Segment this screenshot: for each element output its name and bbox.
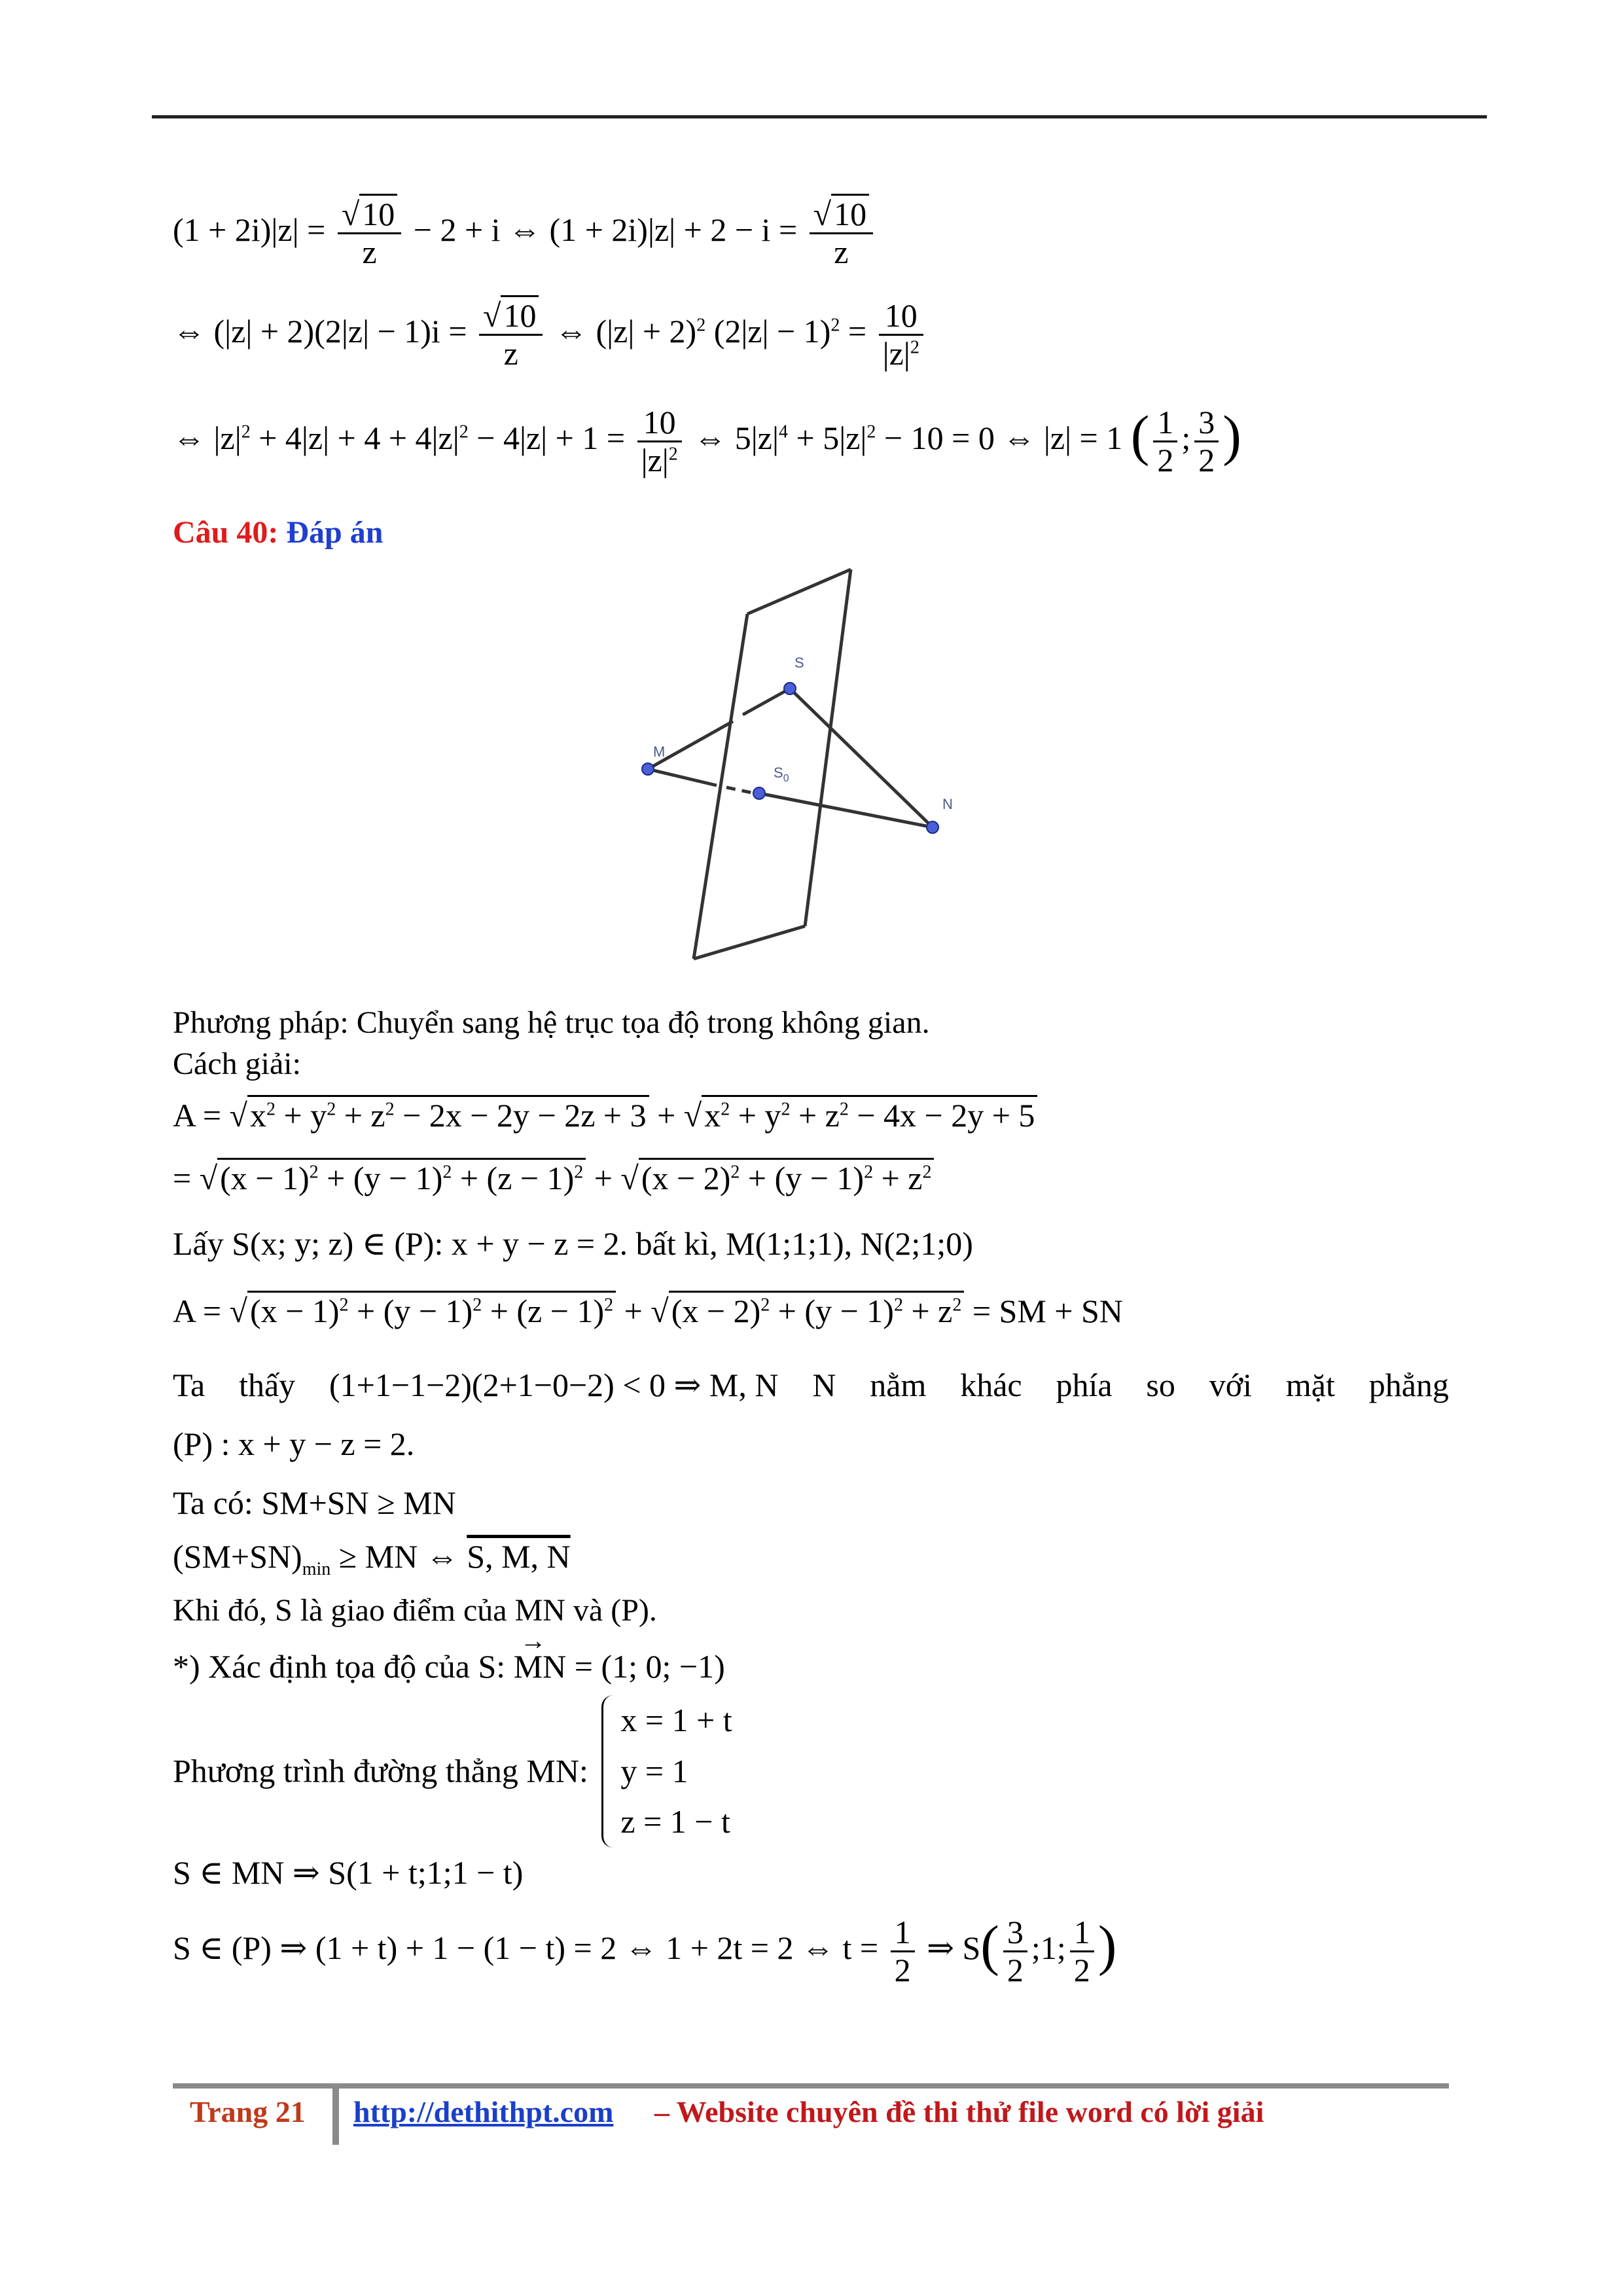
fraction: $\frac{1}{2}$: [891, 1914, 915, 1988]
fraction: $\frac{3}{2}$: [1194, 404, 1219, 478]
word: Ta: [173, 1367, 205, 1403]
method-text: Phương pháp: Chuyển sang hệ trục tọa độ trong không gian.: [173, 1005, 930, 1040]
website-link[interactable]: http://dethithpt.com: [353, 2095, 614, 2128]
min-left: (SM+SN): [173, 1538, 302, 1575]
a-rewrite: = $√(x - 1)^2 + (y - 1)^2 + (z - 1)^2 + √(x - 2)^2 + (y - 1)^2 + z^2$: [173, 1160, 934, 1198]
word: so: [1146, 1367, 1175, 1403]
have-line: [173, 1484, 456, 1522]
top-rule: [152, 115, 1487, 118]
segment-hidden: [726, 787, 751, 793]
plane-edge-left: [694, 614, 747, 959]
fraction: $\frac{1}{2}$: [1070, 1914, 1094, 1988]
question-label: Câu 40:: [173, 515, 279, 550]
s-on-p: S ∈ (P) ⇒ (1 + t) + 1 − (1 − t) = 2 ⇔ 1 + 2t = 2 ⇔ t = $\frac{1}{2}$ ⇒ S( $\frac{3}{2}$ ;1; $\frac{1}{2}$ ): [173, 1913, 1117, 1988]
footer-rule: [173, 2083, 1449, 2089]
word: khác: [960, 1367, 1022, 1403]
min-subscript: min: [302, 1559, 331, 1579]
plane-edge-bottom: [694, 926, 805, 959]
word: phẳng: [1368, 1367, 1449, 1403]
take-prefix: Lấy: [173, 1225, 224, 1262]
have-prefix: Ta có:: [173, 1484, 253, 1521]
footer-divider: [332, 2083, 339, 2145]
fraction: $\frac{1}{2}$: [1153, 404, 1177, 478]
system-row: x = 1 + t: [620, 1702, 732, 1738]
sign-check-expression: (1+1−1−2)(2+1−0−2) < 0 ⇒ M, N: [329, 1367, 779, 1403]
fraction: $\frac{3}{2}$: [1003, 1914, 1027, 1988]
plane-equation: (P) : x + y − z = 2.: [173, 1426, 415, 1462]
word: thấy: [239, 1367, 296, 1403]
word: N: [812, 1367, 836, 1403]
word: với: [1209, 1367, 1253, 1403]
line-equation: [173, 1695, 732, 1848]
question-header: [173, 514, 383, 550]
a-sum: $A = √(x - 1)^2 + (y - 1)^2 + (z - 1)^2 + √(x - 2)^2 + (y - 1)^2 + z^2$ = SM + SN: [173, 1293, 1123, 1331]
segment-ms-upper: [743, 689, 790, 715]
take-equation: S(x; y; z) ∈ (P): x + y − z = 2.: [232, 1225, 628, 1262]
fraction: $\frac{√10}{z}$: [338, 196, 401, 270]
page-number: Trang 21: [190, 2095, 306, 2128]
solution-label: Cách giải:: [173, 1047, 301, 1081]
have-inequality: SM+SN ≥ MN: [261, 1484, 456, 1521]
equation-line-3: ⇔ $|z|^2 + 4|z| + 4 + 4|z|^2 - 4|z| + 1$ = $\frac{10}{|z|^2}$ ⇔ $5|z|^4 + 5|z|^2 - 10 = 0$ ⇔ |z| = 1 ( $\frac{1}{2}$ ; $\frac{3}{2}$ ): [173, 403, 1241, 478]
plane-edge-right: [805, 569, 851, 926]
vector-mn: → MN: [514, 1648, 567, 1686]
word: mặt: [1285, 1367, 1335, 1403]
collinear-points: S, M, N: [467, 1538, 571, 1575]
label-s0: $S_0$: [774, 764, 789, 784]
word: nằm: [870, 1367, 927, 1403]
point-s0: [753, 787, 765, 799]
take-point-line: [173, 1225, 973, 1263]
system-row: z = 1 − t: [620, 1803, 730, 1840]
find-s-line: [173, 1648, 725, 1686]
point-m: [642, 763, 654, 775]
footer-tagline: – Website chuyên đề thi thử file word có lời giải: [654, 2095, 1264, 2128]
a-definition: $A = √x^2 + y^2 + z^2 - 2x - 2y - 2z + 3 + √x^2 + y^2 + z^2 - 4x - 2y + 5$: [173, 1097, 1037, 1135]
vector-value: = (1; 0; −1): [574, 1648, 725, 1685]
min-line: [173, 1538, 571, 1580]
segment-sn: [790, 689, 933, 827]
label-n: N: [942, 796, 953, 812]
label-m: M: [653, 744, 666, 760]
sign-check-line: [173, 1367, 1449, 1405]
label-s: S: [794, 655, 804, 671]
fraction: $\frac{√10}{z}$: [479, 298, 543, 372]
equation-line-2: ⇔ (|z| + 2)(2|z| − 1)i = $\frac{√10}{z}$ ⇔ $(|z| + 2)^2$ $(2|z| - 1)^2$ = $\frac{10}{|z|^2}$: [173, 298, 927, 372]
equation-line-1: (1 + 2i)|z| = $\frac{√10}{z}$ − 2 + i ⇔ (1 + 2i)|z| + 2 − i = $\frac{√10}{z}$: [173, 196, 877, 270]
word: phía: [1056, 1367, 1113, 1403]
s-on-mn: S ∈ MN ⇒ S(1 + t;1;1 − t): [173, 1854, 524, 1891]
line-eq-label: Phương trình đường thẳng MN:: [173, 1752, 588, 1789]
equation-system: [601, 1695, 732, 1848]
geometry-figure: [628, 563, 995, 982]
segment-s0n: [759, 793, 933, 827]
system-row: y = 1: [620, 1752, 688, 1789]
find-prefix: *) Xác định tọa độ của S:: [173, 1648, 506, 1685]
answer-label: Đáp án: [286, 515, 383, 550]
fraction: $\frac{√10}{z}$: [810, 196, 873, 270]
plane-edge-top: [747, 569, 851, 614]
fraction: $\frac{10}{|z|^2}$: [637, 404, 682, 478]
point-n: [927, 821, 938, 833]
take-points: M(1;1;1), N(2;1;0): [726, 1225, 973, 1262]
segment-ms0: [648, 769, 717, 785]
fraction: $\frac{10}{|z|^2}$: [879, 298, 923, 372]
min-right: ≥ MN ⇔: [338, 1538, 459, 1575]
point-s: [784, 683, 796, 694]
take-mid: bất kì,: [635, 1225, 718, 1262]
intersect-text: Khi đó, S là giao điểm của MN và (P).: [173, 1593, 657, 1628]
